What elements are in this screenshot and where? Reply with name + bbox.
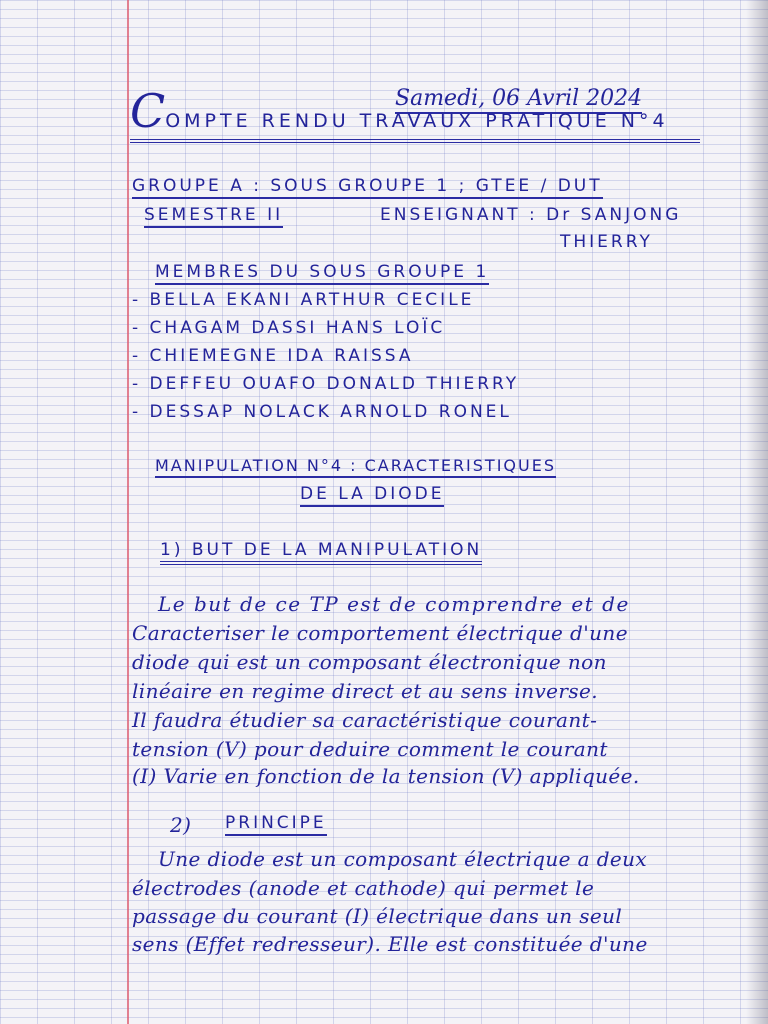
- section1-line: diode qui est un composant électronique non: [132, 650, 607, 674]
- section1-line: Le but de ce TP est de comprendre et de: [158, 592, 630, 616]
- semester: SEMESTRE II: [144, 205, 283, 228]
- section2-line: passage du courant (I) électrique dans un seul: [132, 904, 623, 928]
- section1-line: Caracteriser le comportement électrique d'une: [132, 621, 628, 645]
- group-line: GROUPE A : SOUS GROUPE 1 ; GTEE / DUT: [132, 176, 603, 199]
- report-title: [130, 84, 700, 143]
- member-item: - BELLA EKANI ARTHUR CECILE: [132, 290, 475, 310]
- teacher-continued: THIERRY: [560, 232, 653, 252]
- member-item: - CHAGAM DASSI HANS LOÏC: [132, 318, 446, 338]
- section2-line: électrodes (anode et cathode) qui permet le: [132, 876, 595, 900]
- section2-line: Une diode est un composant électrique a deux: [158, 847, 648, 871]
- title-initial: C: [130, 84, 166, 138]
- members-heading: MEMBRES DU SOUS GROUPE 1: [155, 262, 489, 285]
- teacher: ENSEIGNANT : Dr SANJONG: [380, 205, 682, 225]
- member-item: - CHIEMEGNE IDA RAISSA: [132, 346, 414, 366]
- section1-line: (I) Varie en fonction de la tension (V) appliquée.: [132, 764, 640, 788]
- section2-number: 2): [170, 813, 192, 837]
- section1-line: Il faudra étudier sa caractéristique courant-: [132, 708, 598, 732]
- section1-heading: 1) BUT DE LA MANIPULATION: [160, 540, 482, 565]
- member-item: - DESSAP NOLACK ARNOLD RONEL: [132, 402, 512, 422]
- section2-heading: PRINCIPE: [225, 813, 327, 836]
- date: Samedi, 06 Avril 2024: [395, 86, 642, 114]
- section1-line: tension (V) pour deduire comment le courant: [132, 737, 608, 761]
- margin-line: [127, 0, 129, 1024]
- section2-line: sens (Effet redresseur). Elle est constituée d'une: [132, 932, 648, 956]
- manipulation-subtitle: DE LA DIODE: [300, 484, 444, 507]
- binding-shadow: [746, 0, 768, 1024]
- title-text: OMPTE RENDU TRAVAUX PRATIQUE N°4: [165, 110, 669, 132]
- section1-line: linéaire en regime direct et au sens inverse.: [132, 679, 599, 703]
- manipulation-title: MANIPULATION N°4 : CARACTERISTIQUES: [155, 456, 556, 478]
- member-item: - DEFFEU OUAFO DONALD THIERRY: [132, 374, 520, 394]
